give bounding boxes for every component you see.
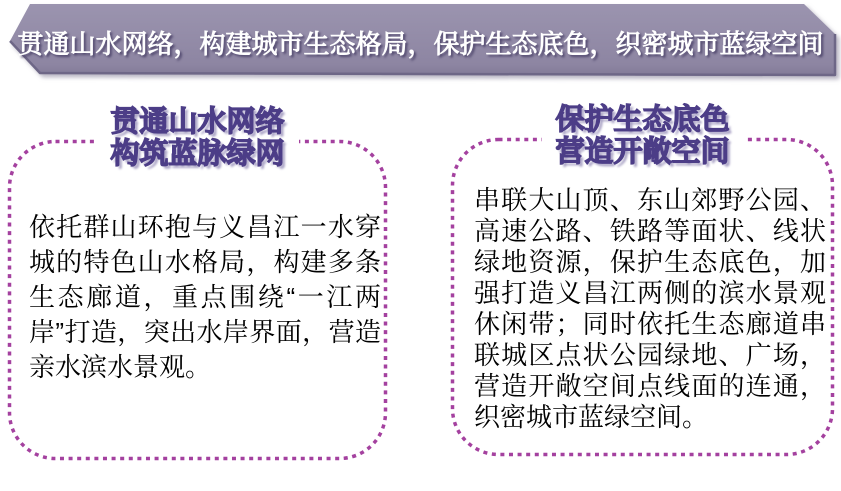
right-card-title-line2: 营造开敞空间 [555, 136, 730, 168]
banner-ribbon [0, 0, 841, 92]
left-card-title-line2: 构筑蓝脉绿网 [110, 138, 285, 170]
right-card-title [541, 104, 743, 168]
right-card [450, 104, 835, 457]
banner-title: 贯通山水网络，构建城市生态格局，保护生态底色，织密城市蓝绿空间 [17, 29, 824, 59]
left-card [7, 106, 388, 461]
left-card-title [96, 106, 298, 170]
right-card-body-text: 串联大山顶、东山郊野公园、高速公路、铁路等面状、线状绿地资源，保护生态底色，加强打造义昌江两侧的滨水景观休闲带；同时依托生态廊道串联城区点状公园绿地、广场，营造开敞空间点线面的连通，织密城市蓝绿空间。 [474, 185, 826, 432]
left-card-title-line1: 贯通山水网络 [110, 106, 285, 138]
left-card-body-text: 依托群山环抱与义昌江一水穿城的特色山水格局，构建多条生态廊道，重点围绕“一江两岸”打造，突出水岸界面，营造亲水滨水景观。 [29, 212, 381, 382]
right-card-title-line1: 保护生态底色 [555, 104, 730, 136]
